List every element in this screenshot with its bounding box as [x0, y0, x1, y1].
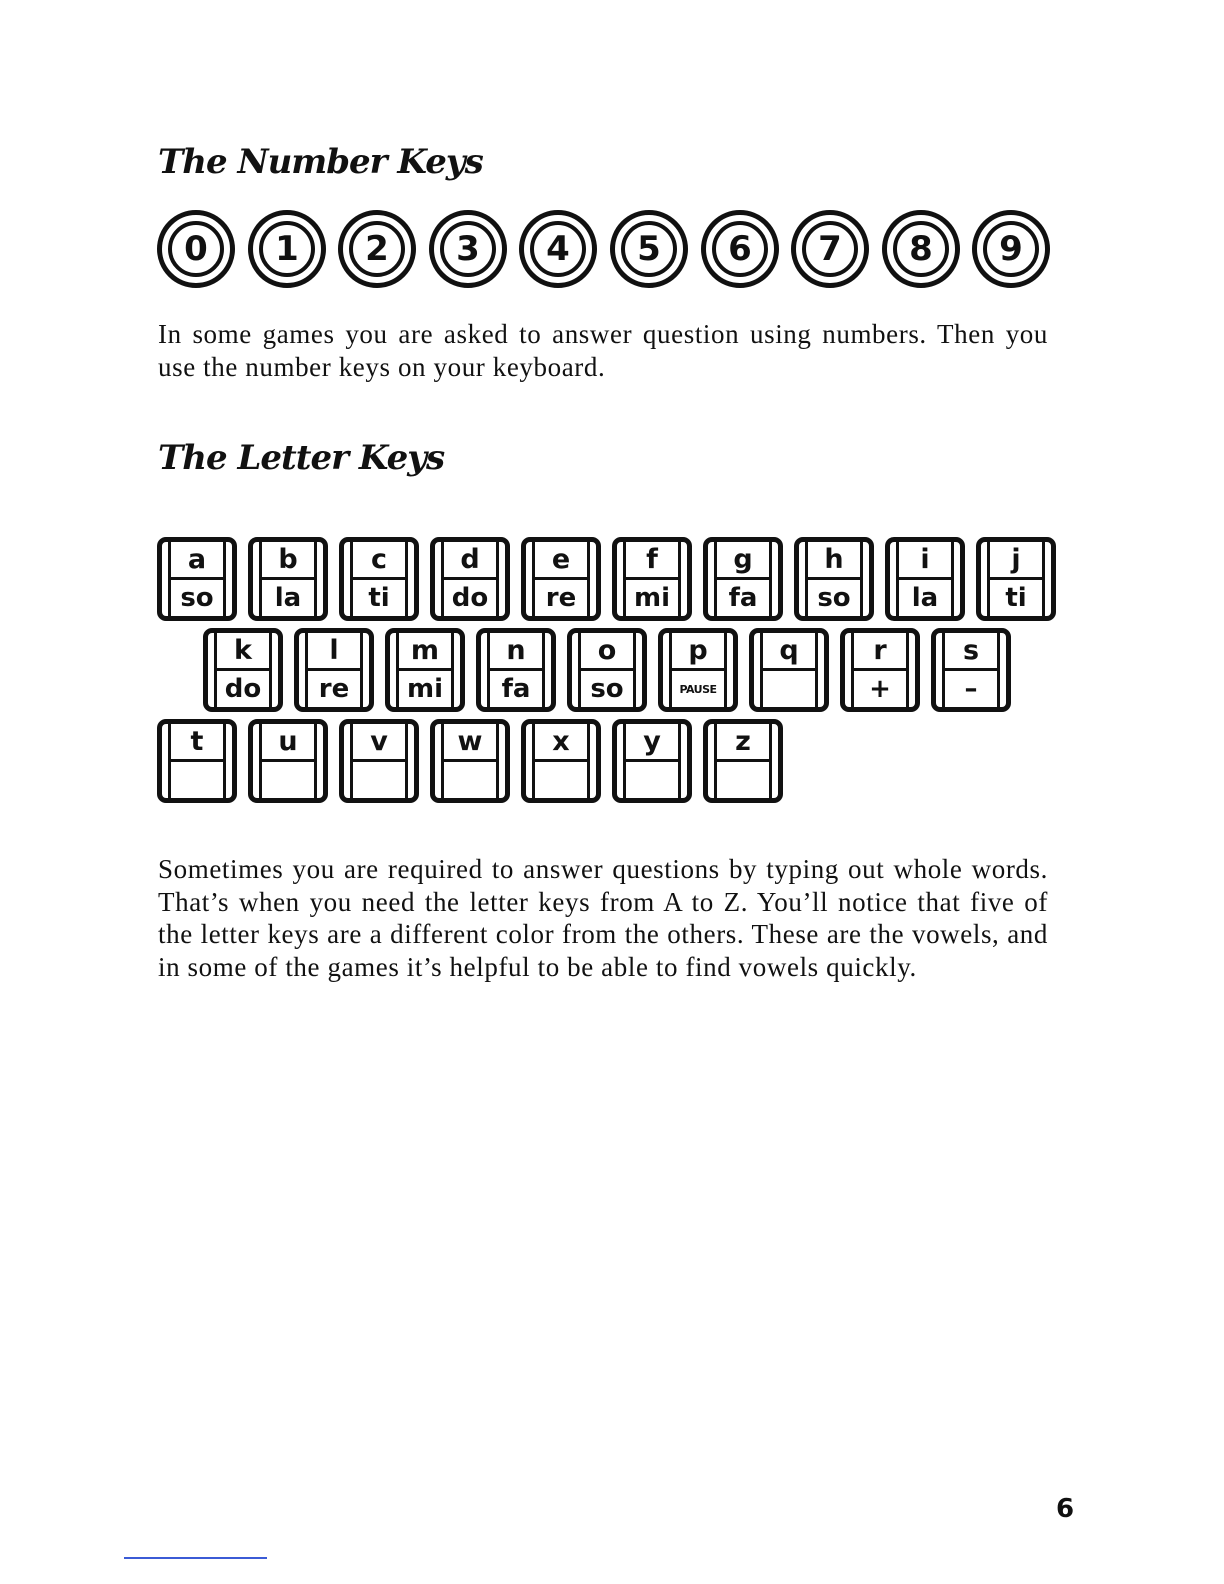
key-sublabel: fa: [714, 580, 772, 616]
letter-key-s: [931, 628, 1011, 712]
footer-rule: [124, 1557, 267, 1559]
number-key-label: 8: [893, 221, 949, 277]
key-sublabel: ti: [987, 580, 1045, 616]
letter-key-z: [703, 719, 783, 803]
page-number: 6: [1056, 1494, 1075, 1524]
key-letter: n: [487, 633, 545, 671]
letter-key-m: [385, 628, 465, 712]
key-letter: o: [578, 633, 636, 671]
letter-key-j: [976, 537, 1056, 621]
key-letter: e: [532, 542, 590, 580]
key-letter: t: [168, 724, 226, 762]
number-key-label: 9: [983, 221, 1039, 277]
key-sublabel: re: [305, 671, 363, 707]
key-sublabel: [714, 762, 772, 798]
key-letter: z: [714, 724, 772, 762]
key-letter: j: [987, 542, 1045, 580]
key-letter: v: [350, 724, 408, 762]
letter-key-o: [567, 628, 647, 712]
letter-key-l: [294, 628, 374, 712]
key-letter: c: [350, 542, 408, 580]
key-letter: h: [805, 542, 863, 580]
letter-key-g: [703, 537, 783, 621]
number-key-label: 0: [168, 221, 224, 277]
key-sublabel: mi: [623, 580, 681, 616]
key-letter: b: [259, 542, 317, 580]
number-key-label: 6: [712, 221, 768, 277]
key-sublabel: [532, 762, 590, 798]
letter-key-h: [794, 537, 874, 621]
key-letter: d: [441, 542, 499, 580]
key-sublabel: re: [532, 580, 590, 616]
key-letter: i: [896, 542, 954, 580]
key-sublabel: la: [259, 580, 317, 616]
key-letter: a: [168, 542, 226, 580]
letter-key-w: [430, 719, 510, 803]
key-sublabel: PAUSE: [669, 671, 727, 707]
key-sublabel: fa: [487, 671, 545, 707]
key-sublabel: so: [805, 580, 863, 616]
key-sublabel: so: [578, 671, 636, 707]
letter-key-u: [248, 719, 328, 803]
key-letter: r: [851, 633, 909, 671]
letter-key-e: [521, 537, 601, 621]
key-letter: f: [623, 542, 681, 580]
letter-keys-heading: The Letter Keys: [158, 438, 445, 478]
key-letter: m: [396, 633, 454, 671]
key-sublabel: [760, 671, 818, 707]
number-key-label: 1: [259, 221, 315, 277]
key-letter: g: [714, 542, 772, 580]
letter-key-c: [339, 537, 419, 621]
key-sublabel: do: [214, 671, 272, 707]
key-sublabel: [623, 762, 681, 798]
letter-key-y: [612, 719, 692, 803]
number-key-label: 2: [349, 221, 405, 277]
key-letter: x: [532, 724, 590, 762]
letter-keys-paragraph: Sometimes you are required to answer questions by typing out whole words. That’s when you need the letter keys from A to Z. You’ll notice that five of the letter keys are a different color from the others. These are the vowels, and in some of the games it’s helpful to be able to find vowels quickly.: [158, 854, 1048, 982]
letter-key-t: [157, 719, 237, 803]
key-sublabel: +: [851, 671, 909, 707]
key-sublabel: [441, 762, 499, 798]
key-sublabel: do: [441, 580, 499, 616]
letter-key-d: [430, 537, 510, 621]
key-sublabel: mi: [396, 671, 454, 707]
letter-key-n: [476, 628, 556, 712]
letter-key-a: [157, 537, 237, 621]
letter-key-q: [749, 628, 829, 712]
number-key-label: 3: [440, 221, 496, 277]
key-sublabel: ti: [350, 580, 408, 616]
key-letter: y: [623, 724, 681, 762]
key-sublabel: [259, 762, 317, 798]
letter-key-i: [885, 537, 965, 621]
key-letter: l: [305, 633, 363, 671]
key-letter: q: [760, 633, 818, 671]
number-keys-heading: The Number Keys: [158, 142, 483, 182]
key-sublabel: [168, 762, 226, 798]
number-key-label: 5: [621, 221, 677, 277]
number-key-label: 7: [802, 221, 858, 277]
key-sublabel: [350, 762, 408, 798]
key-letter: p: [669, 633, 727, 671]
key-letter: u: [259, 724, 317, 762]
key-letter: w: [441, 724, 499, 762]
letter-key-v: [339, 719, 419, 803]
key-sublabel: so: [168, 580, 226, 616]
letter-key-k: [203, 628, 283, 712]
letter-key-x: [521, 719, 601, 803]
key-letter: s: [942, 633, 1000, 671]
letter-key-p: [658, 628, 738, 712]
letter-key-f: [612, 537, 692, 621]
number-key-label: 4: [530, 221, 586, 277]
letter-key-r: [840, 628, 920, 712]
number-keys-paragraph: In some games you are asked to answer question using numbers. Then you use the number keys on your keyboard.: [158, 319, 1048, 382]
letter-key-b: [248, 537, 328, 621]
key-letter: k: [214, 633, 272, 671]
key-sublabel: –: [942, 671, 1000, 707]
key-sublabel: la: [896, 580, 954, 616]
